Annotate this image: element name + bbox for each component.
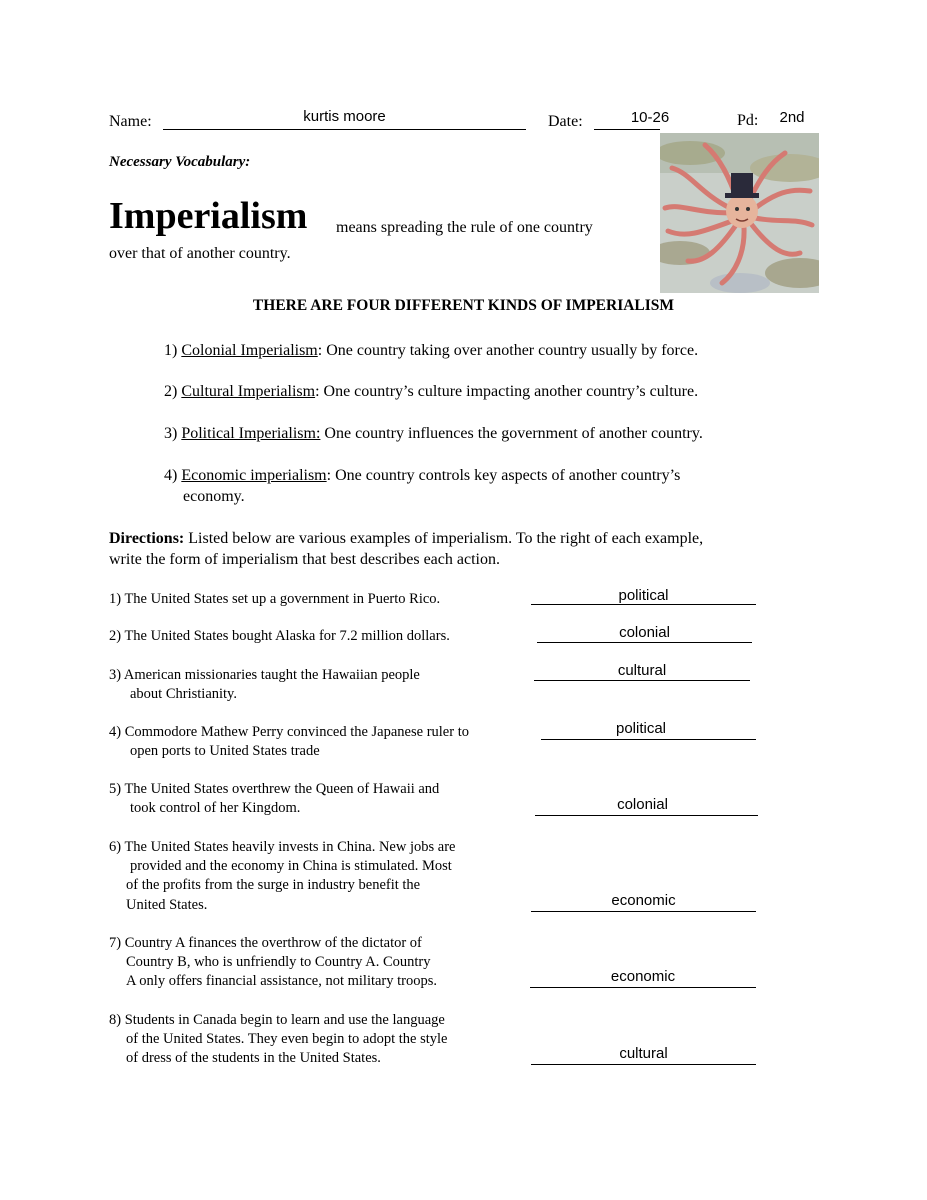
kind-item-political [164, 423, 703, 444]
pd-label: Pd: [737, 112, 759, 129]
kind-num: 2) [164, 383, 178, 400]
vocab-heading: Necessary Vocabulary: [109, 154, 251, 170]
vocab-definition-a: means spreading the rule of one country [336, 219, 593, 236]
name-label: Name: [109, 113, 152, 130]
answer-line-5 [535, 815, 758, 816]
example-6-line2: provided and the economy in China is stimulated. Most [130, 858, 452, 874]
kind-num: 3) [164, 425, 178, 442]
kind-term: Cultural Imperialism [181, 383, 316, 400]
kind-term: Political Imperialism: [181, 425, 321, 442]
kind-term: Colonial Imperialism [181, 342, 318, 359]
kind-item-colonial [164, 340, 698, 361]
answer-line-2 [537, 642, 752, 643]
answer-field-6[interactable]: economic [611, 892, 676, 909]
directions-line2: write the form of imperialism that best describes each action. [109, 551, 500, 568]
directions-line1 [109, 528, 703, 549]
kind-num: 1) [164, 342, 178, 359]
kinds-heading: THERE ARE FOUR DIFFERENT KINDS OF IMPERIALISM [252, 297, 675, 314]
example-5-line2: took control of her Kingdom. [130, 800, 301, 816]
answer-line-4 [541, 739, 756, 740]
name-line [163, 129, 526, 130]
kind-item-economic [164, 465, 680, 486]
kind-text: : One country controls key aspects of another country’s [326, 467, 681, 484]
example-8-line3: of dress of the students in the United States. [126, 1050, 381, 1066]
answer-field-1[interactable]: political [618, 587, 669, 604]
octopus-cartoon-illustration [660, 133, 819, 293]
octopus-cartoon-icon [660, 133, 819, 293]
date-field[interactable]: 10-26 [630, 109, 670, 126]
answer-line-7 [530, 987, 756, 988]
example-6-line4: United States. [126, 897, 208, 913]
directions-text: Listed below are various examples of imperialism. To the right of each example, [184, 530, 704, 547]
example-7-line3: A only offers financial assistance, not military troops. [126, 973, 438, 989]
kind-text: : One country’s culture impacting another country’s culture. [315, 383, 699, 400]
answer-field-7[interactable]: economic [610, 968, 676, 985]
answer-field-2[interactable]: colonial [619, 624, 670, 641]
kind-item-cultural [164, 381, 698, 402]
example-3-line1: 3) American missionaries taught the Hawaiian people [109, 667, 420, 683]
kind-text: : One country taking over another country usually by force. [317, 342, 699, 359]
example-1-line1: 1) The United States set up a government in Puerto Rico. [109, 591, 441, 607]
answer-field-5[interactable]: colonial [617, 796, 668, 813]
date-line [594, 129, 660, 130]
answer-field-4[interactable]: political [615, 720, 667, 737]
answer-field-3[interactable]: cultural [617, 662, 667, 679]
kind-term: Economic imperialism [181, 467, 327, 484]
example-4-line1: 4) Commodore Mathew Perry convinced the Japanese ruler to [109, 724, 469, 740]
date-label: Date: [548, 113, 583, 130]
answer-line-3 [534, 680, 750, 681]
example-2-line1: 2) The United States bought Alaska for 7.2 million dollars. [109, 628, 450, 644]
vocab-term: Imperialism [109, 195, 308, 237]
pd-field[interactable]: 2nd [779, 109, 805, 126]
kind-num: 4) [164, 467, 178, 484]
name-field[interactable]: kurtis moore [303, 108, 386, 125]
example-7-line2: Country B, who is unfriendly to Country A. Country [126, 954, 431, 970]
directions-label: Directions: [109, 530, 185, 547]
kind-text: One country influences the government of another country. [320, 425, 703, 442]
example-7-line1: 7) Country A finances the overthrow of the dictator of [109, 935, 422, 951]
example-6-line1: 6) The United States heavily invests in China. New jobs are [109, 839, 456, 855]
kind-item-economic-cont: economy. [183, 488, 245, 505]
answer-line-8 [531, 1064, 756, 1065]
example-8-line2: of the United States. They even begin to adopt the style [126, 1031, 448, 1047]
example-4-line2: open ports to United States trade [130, 743, 320, 759]
example-8-line1: 8) Students in Canada begin to learn and use the language [109, 1012, 445, 1028]
answer-line-1 [531, 604, 756, 605]
example-3-line2: about Christianity. [130, 686, 237, 702]
vocab-definition-b: over that of another country. [109, 245, 291, 262]
answer-line-6 [531, 911, 756, 912]
answer-field-8[interactable]: cultural [619, 1045, 668, 1062]
example-5-line1: 5) The United States overthrew the Queen of Hawaii and [109, 781, 440, 797]
example-6-line3: of the profits from the surge in industry benefit the [126, 877, 421, 893]
